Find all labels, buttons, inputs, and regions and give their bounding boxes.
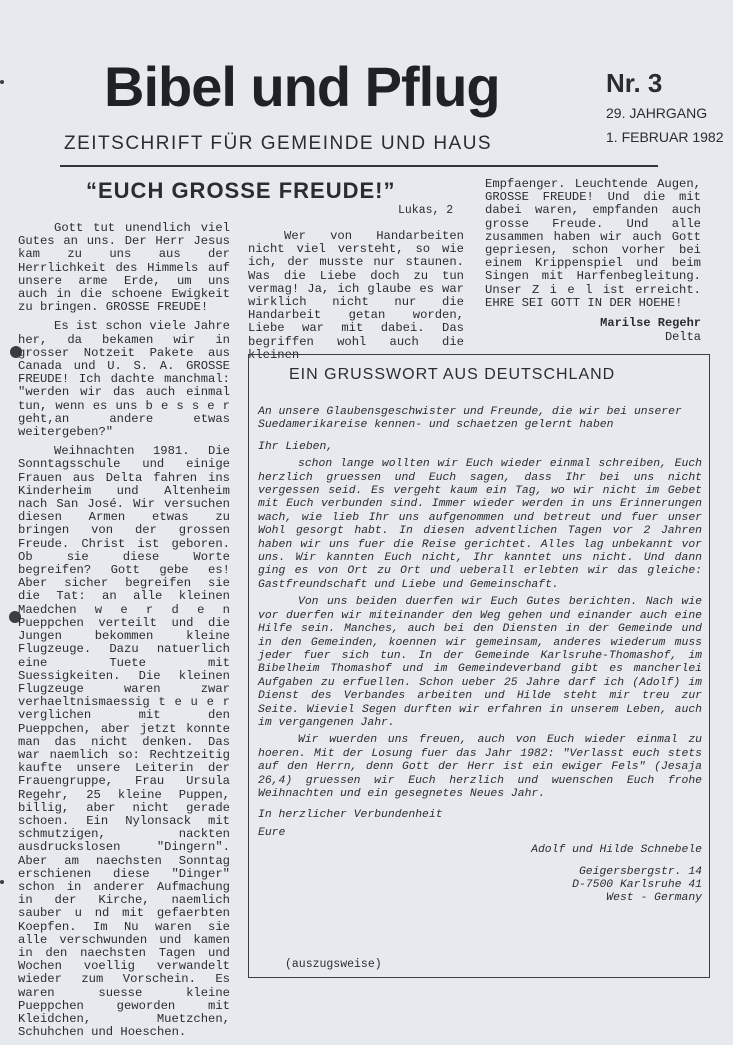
issue-date: 1. FEBRUAR 1982 (606, 129, 724, 145)
article-paragraph: Es ist schon viele Jahre her, da bekamen wir in grosser Notzeit Pakete aus Canada und U. S. A. GROSSE FREUDE! Ich dachte manchmal: "werden wir das auch einmal tun, wenn es uns b e s s e r geht,an andere etwas weitergeben?" (18, 319, 230, 440)
letter-address: An unsere Glaubensgeschwister und Freunde, die wir bei unserer Suedamerikareise kennen- und schaetzen gelernt haben (258, 406, 682, 432)
article-column-3 (485, 178, 701, 344)
article-paragraph: Empfaenger. Leuchtende Augen, GROSSE FREUDE! Und die mit dabei waren, empfanden auch grosse Freude. Und alle zusammen haben wir auch Gott gepriesen, schon vorher bei einem Krippenspiel und beim Singen mit Harfenbegleitung. Unser Z i e l ist erreicht. EHRE SEI GOTT IN DER HOEHE! (485, 177, 701, 310)
article-column-1 (18, 222, 230, 1045)
author-name: Marilse Regehr (600, 316, 701, 331)
letter-closing: In herzlicher Verbundenheit (258, 809, 443, 822)
excerpt-note: (auszugsweise) (285, 958, 382, 971)
newsletter-title: Bibel und Pflug (104, 55, 500, 118)
address-country: West - Germany (606, 892, 702, 905)
article-column-2 (248, 230, 464, 368)
volume-label: 29. JAHRGANG (606, 105, 708, 121)
article-paragraph: Gott tut unendlich viel Gutes an uns. Der Herr Jesus kam zu uns aus der Herrlichkeit des Himmels auf unsere arme Erde, um uns auch in die schoene Ewigkeit zu bringen. GROSSE FREUDE! (18, 221, 230, 315)
letter-paragraph: schon lange wollten wir Euch wieder einmal schreiben, Euch herzlich gruessen und Euch sagen, dass Ihr bei uns nicht vergessen seid. Es vergeht kaum ein Tag, wo wir nicht im Gebet mit Euch verbunden sind. Immer wieder werden in uns Erinnerungen wach, wie lieb Ihr uns aufgenommen und betreut und fuer unser Wohl gesorgt habt. In diesen adventlichen Tagen vor 2 Jahren haben wir uns fuer die Reise gerichtet. Alles lag unbekannt vor uns. Wir kannten Euch nicht, Ihr kanntet uns nicht. Und dann ging es von Ort zu Ort und ueberall erlebten wir das gleiche: Gastfreundschaft und Liebe und Gemeinschaft. (258, 458, 702, 591)
letter-paragraph: Von uns beiden duerfen wir Euch Gutes berichten. Nach wie vor duerfen wir miteinander den Weg gehen und einander auch eine Hilfe sein. Manches, auch bei den Diensten in der Gemeinde und in den Gemeinden, koennen wir gemeinsam, anderes wiederum muss jeder fuer sich tun. In der Gemeinde Karlsruhe-Thomashof, im Bibelheim Thomashof und im Gemeindeverband gibt es mancherlei Aufgaben zu erfuellen. Schon ueber 25 Jahre darf ich (Adolf) im Dienst des Verbandes arbeiten und Hilde steht mir treu zur Seite. Wieviel Segen durften wir erfahren in unserem Leben, auch im vergangenen Jahr. (258, 596, 702, 729)
letter-salutation: Ihr Lieben, (258, 440, 334, 453)
article-paragraph: Weihnachten 1981. Die Sonntagsschule und einige Frauen aus Delta fahren ins Kinderheim und Altenheim nach San José. Wir versuchen diesen Armen etwas zu bringen von der grossen Freude. Christ ist geboren. Ob sie diese Worte begreifen? Gott gebe es! Aber sicher begreifen sie die Tat: an alle kleinen Maedchen w e r d e n Pueppchen verteilt und die Jungen bekommen kleine Flugzeuge. Dazu natuerlich eine Tuete mit Suessigkeiten. Die kleinen Flugzeuge waren zwar verhaeltnismaessig t e u e r verglichen mit den Pueppchen, aber jetzt konnte man das nicht denken. Das war naemlich so: Rechtzeitig kaufte unsere Leiterin der Frauengruppe, Frau Ursula Regehr, 25 kleine Puppen, billig, aber nicht gerade schoen. Ein Nylonsack mit schmutzigen, nackten ausdruckslosen "Dingern". Aber am naechsten Sonntag erschienen diese "Dinger" schon in anderer Aufmachung in der Kirche, naemlich sauber u nd mit gefaerbten Koepfen. Im Nu waren sie alle verschwunden und kamen in den naechsten Tagen und Wochen voellig verwandelt wieder zum Vorschein. Es waren suesse kleine Pueppchen geworden mit Kleidchen, Muetzchen, Schuhchen und Hoeschen. (18, 444, 230, 1040)
header-divider (60, 165, 658, 167)
greeting-title: EIN GRUSSWORT AUS DEUTSCHLAND (289, 366, 616, 383)
newsletter-subtitle: ZEITSCHRIFT FÜR GEMEINDE UND HAUS (64, 133, 493, 154)
address-street: Geigersbergstr. 14 (578, 865, 702, 878)
scripture-reference: Lukas, 2 (398, 204, 454, 217)
letter-signature: Adolf und Hilde Schnebele (531, 844, 702, 857)
issue-number: Nr. 3 (606, 68, 663, 98)
punch-hole (0, 80, 4, 84)
greeting-letter (258, 406, 702, 906)
letter-closing-eure: Eure (258, 826, 286, 839)
letter-paragraph: Wir wuerden uns freuen, auch von Euch wieder einmal zu hoeren. Mit der Losung fuer das Jahr 1982: "Verlasst euch stets auf den Herrn, denn Gott der Herr ist ein ewiger Fels" (Jesaja 26,4) gruessen wir Euch herzlich und wuenschen Euch frohe Weihnachten und ein gesegnetes Neues Jahr. (258, 734, 702, 800)
address-city: D-7500 Karlsruhe 41 (572, 879, 702, 891)
article-headline: “EUCH GROSSE FREUDE!” (86, 178, 396, 203)
punch-hole (0, 880, 4, 884)
author-location: Delta (664, 330, 701, 345)
article-paragraph: Wer von Handarbeiten nicht viel versteht, so wie ich, der musste nur staunen. Was die Liebe doch zu tun vermag! Ja, ich glaube es war wirklich nicht nur die Handarbeit getan worden, Liebe war mit dabei. Das begriffen wohl auch die kleinen (248, 229, 464, 362)
